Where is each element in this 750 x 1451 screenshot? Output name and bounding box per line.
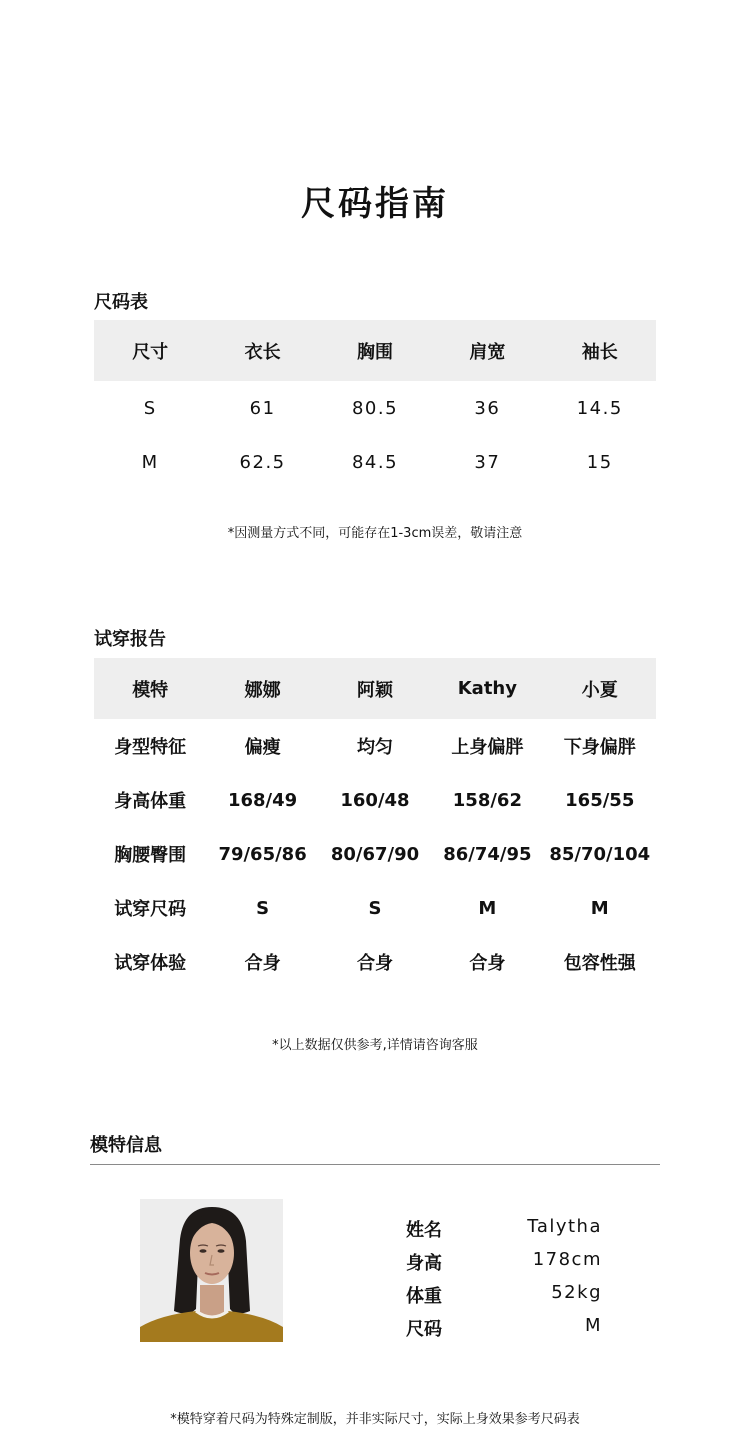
- model-height-value: 178cm: [532, 1249, 602, 1270]
- size-table-header-cell: 衣长: [244, 341, 281, 363]
- fit-report-cell: 试穿体验: [114, 953, 187, 974]
- fit-report-cell: 偏瘦: [244, 737, 281, 758]
- fit-report-header-cell: 阿颖: [356, 679, 393, 701]
- fit-report-title: 试穿报告: [94, 629, 166, 650]
- fit-report-row: [94, 881, 656, 935]
- fit-report-cell: 85/70/104: [549, 843, 651, 865]
- fit-report-cell: 合身: [356, 953, 393, 974]
- size-table-note: *因测量方式不同，可能存在1-3cm误差，敬请注意: [227, 526, 523, 541]
- size-table-cell: 36: [474, 397, 501, 419]
- size-table-header-row: [94, 320, 656, 381]
- model-size-value: M: [584, 1315, 602, 1336]
- fit-report-cell: 86/74/95: [443, 843, 532, 865]
- model-weight-value: 52kg: [551, 1282, 602, 1303]
- size-table-cell: 37: [474, 451, 501, 473]
- fit-report-row: [94, 719, 656, 773]
- divider: [90, 1164, 660, 1165]
- fit-report-cell: 身型特征: [114, 737, 187, 758]
- model-portrait-image: [140, 1199, 283, 1342]
- fit-report-header-cell: 模特: [132, 679, 169, 701]
- model-weight-label: 体重: [406, 1286, 442, 1307]
- model-info-title: 模特信息: [90, 1135, 162, 1156]
- size-table-cell: 15: [586, 451, 613, 473]
- fit-report-cell: S: [368, 897, 382, 919]
- size-table-cell: S: [143, 397, 157, 419]
- fit-report-cell: 胸腰臀围: [114, 845, 187, 866]
- page-title: 尺码指南: [301, 184, 449, 224]
- size-table-header-cell: 胸围: [356, 341, 393, 363]
- fit-report-cell: 合身: [244, 953, 281, 974]
- fit-report-cell: M: [478, 897, 497, 919]
- model-size-label: 尺码: [406, 1319, 442, 1340]
- model-info-note: *模特穿着尺码为特殊定制版，并非实际尺寸，实际上身效果参考尺码表: [170, 1412, 580, 1427]
- fit-report-cell: 165/55: [565, 789, 635, 811]
- size-table-cell: 62.5: [239, 451, 286, 473]
- size-table-cell: 80.5: [351, 397, 399, 419]
- fit-report-cell: 合身: [469, 953, 506, 974]
- fit-report-cell: 上身偏胖: [451, 737, 524, 758]
- size-table-row: [94, 435, 656, 489]
- size-table-header-cell: 肩宽: [469, 341, 506, 363]
- size-table-cell: 14.5: [576, 397, 623, 419]
- fit-report-cell: 168/49: [227, 789, 298, 811]
- fit-report-cell: 身高体重: [114, 791, 187, 812]
- size-table: [94, 320, 656, 489]
- fit-report-cell: 均匀: [356, 737, 393, 758]
- model-photo: [140, 1199, 283, 1342]
- fit-report-cell: 试穿尺码: [114, 899, 187, 920]
- model-name-value: Talytha: [527, 1216, 602, 1237]
- model-name-label: 姓名: [406, 1220, 442, 1241]
- fit-report-cell: 79/65/86: [218, 843, 307, 865]
- fit-report-cell: 下身偏胖: [563, 737, 636, 758]
- size-table-cell: 61: [249, 397, 276, 419]
- fit-report-cell: M: [590, 897, 609, 919]
- fit-report-cell: S: [256, 897, 270, 919]
- fit-report-cell: 160/48: [340, 789, 410, 811]
- size-table-title: 尺码表: [94, 292, 148, 313]
- size-table-header-cell: 尺寸: [132, 341, 169, 363]
- fit-report-cell: 80/67/90: [330, 843, 420, 865]
- size-table-row: [94, 381, 656, 435]
- fit-report-header-cell: 小夏: [581, 679, 618, 701]
- size-table-header-cell: 袖长: [581, 341, 618, 363]
- fit-report-note: *以上数据仅供参考,详情请咨询客服: [272, 1038, 478, 1053]
- fit-report-row: [94, 827, 656, 881]
- fit-report-table: [94, 658, 656, 989]
- size-table-cell: 84.5: [351, 451, 399, 473]
- fit-report-row: [94, 935, 656, 989]
- fit-report-cell: 包容性强: [563, 953, 636, 974]
- fit-report-header-row: [94, 658, 656, 719]
- fit-report-header-cell: Kathy: [457, 678, 517, 699]
- fit-report-cell: 158/62: [452, 789, 522, 811]
- fit-report-row: [94, 773, 656, 827]
- model-height-label: 身高: [406, 1253, 442, 1274]
- size-table-cell: M: [141, 451, 159, 473]
- fit-report-header-cell: 娜娜: [244, 679, 281, 701]
